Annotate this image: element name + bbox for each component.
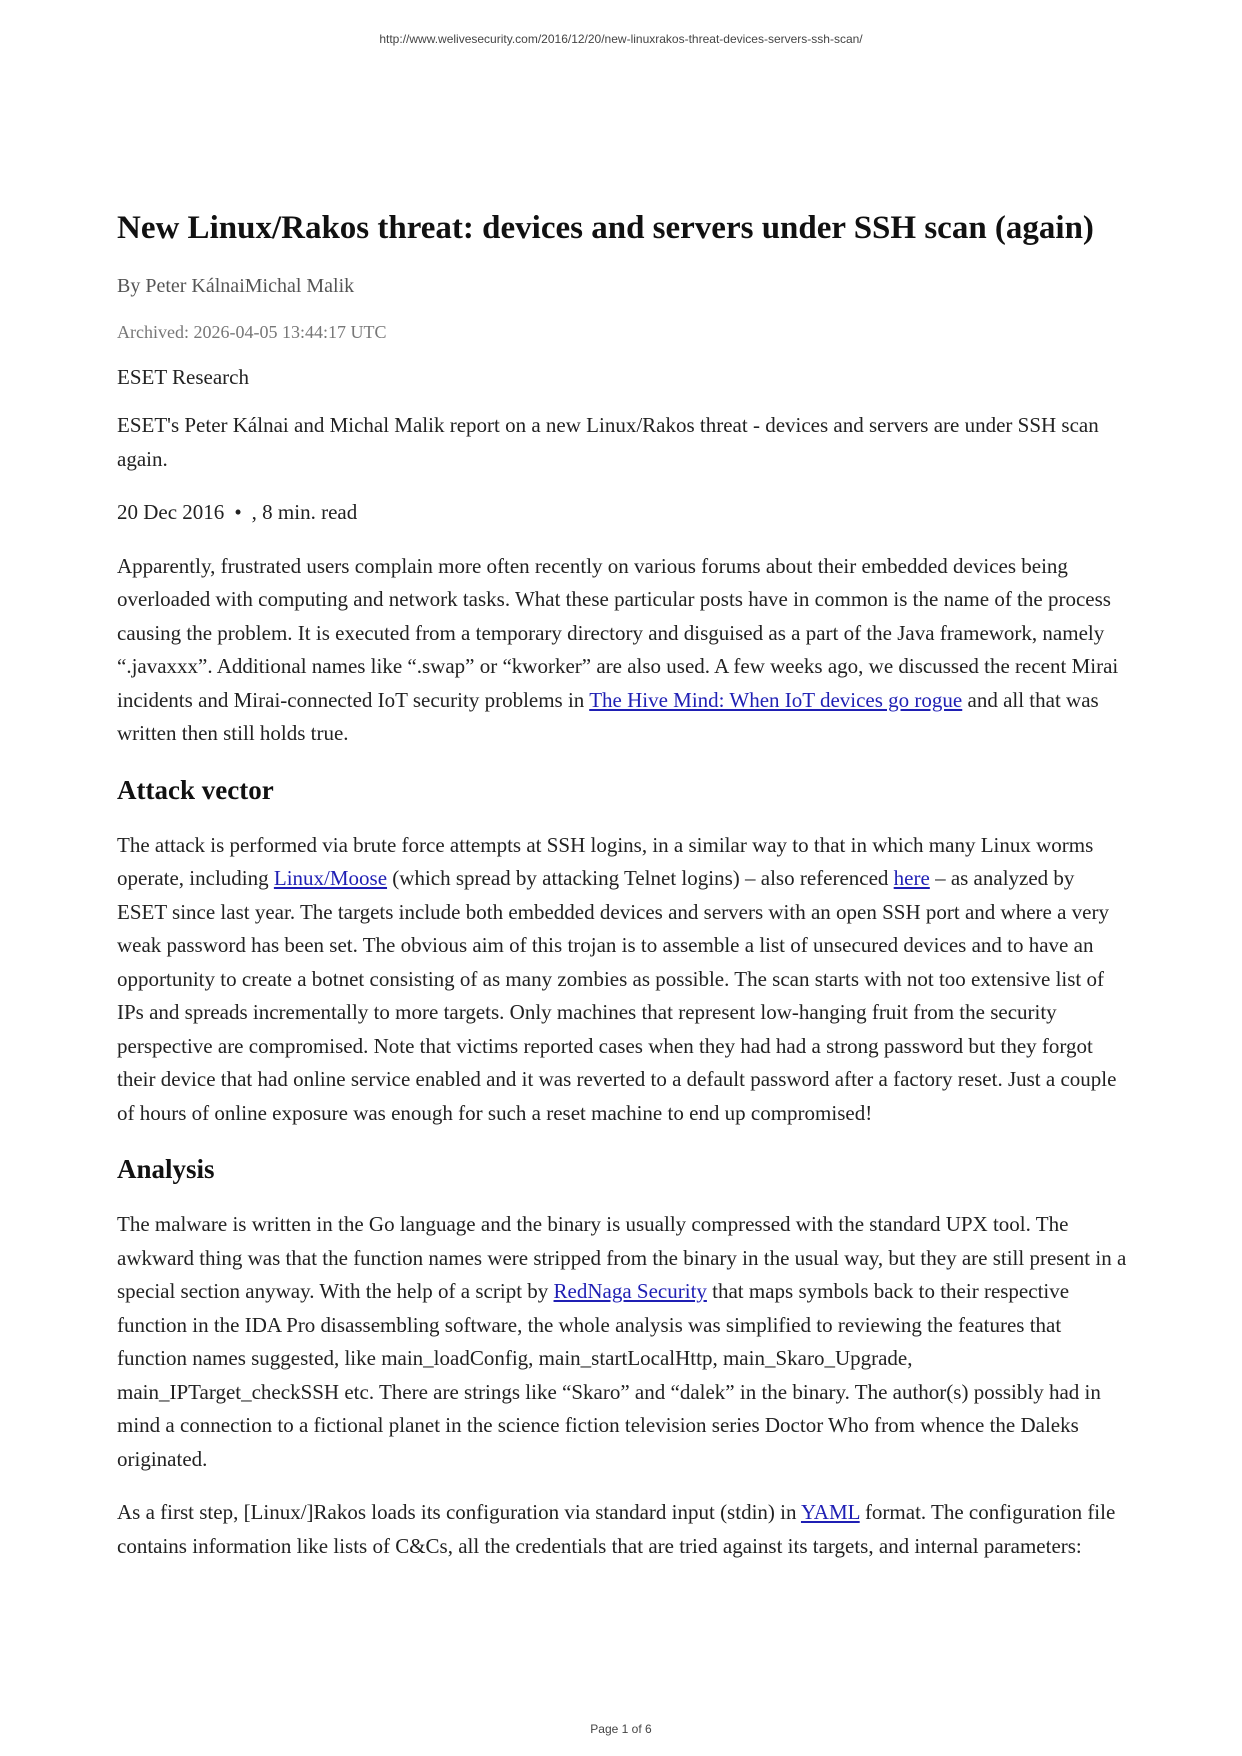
analysis-p1-text-1: The malware is written in the Go language and the binary is usually compressed with the standard UPX tool. The awkward thing was that the function names were stripped from the binary in the usual way, but they are still present in a special section anyway. With the help of a script by [117,1212,1127,1303]
intro-text-1: Apparently, frustrated users complain more often recently on various forums about their embedded devices being overloaded with computing and network tasks. What these particular posts have in common is the name of the process causing the problem. It is executed from a temporary directory and disguised as a part of the Java framework, namely “.javaxxx”. Additional names like “.swap” or “kworker” are also used. A few weeks ago, we discussed the recent Mirai incidents and Mirai-connected IoT security problems in [117,553,1119,712]
print-url-header: http://www.welivesecurity.com/2016/12/20/new-linuxrakos-threat-devices-servers-ssh-scan/ [379,32,863,46]
analysis-p2-text-1: As a first step, [Linux/]Rakos loads its configuration via standard input (stdin) in [117,1500,801,1524]
attack-text-3: – as analyzed by ESET since last year. The targets include both embedded devices and servers with an open SSH port and where a very weak password has been set. The obvious aim of this trojan is to assemble a list of unsecured devices and to have an opportunity to create a botnet consisting of as many zombies as possible. The scan starts with not too extensive list of IPs and spreads incrementally to more targets. Only machines that represent low-hanging fruit from the security perspective are compromised. Note that victims reported cases when they had had a strong password but they forgot their device that had online service enabled and it was reverted to a default password after a factory reset. Just a couple of hours of online exposure was enough for such a reset machine to end up compromised! [117,866,1117,1125]
intro-text-2: and all that was written then still holds true. [117,687,1099,745]
analysis-p1-text-2: that maps symbols back to their respective function in the IDA Pro disassembling software, the whole analysis was simplified to reviewing the features that function names suggested, like main_loadConfig, main_startLocalHttp, main_Skaro_Upgrade, main_IPTarget_checkSSH etc. There are strings like “Skaro” and “dalek” in the binary. The author(s) possibly had in mind a connection to a fictional planet in the science fiction television series Doctor Who from whence the Daleks originated. [117,1279,1101,1471]
heading-analysis: Analysis [117,1154,215,1184]
analysis-paragraph-1 [117,1208,1127,1476]
article-byline: By Peter KálnaiMichal Malik [117,275,355,297]
analysis-paragraph-2 [117,1496,1127,1563]
publish-date: 20 Dec 2016 [117,500,225,524]
hive-mind-link[interactable]: The Hive Mind: When IoT devices go rogue [589,687,963,712]
meta-separator: • [234,500,242,524]
article [117,206,1127,1583]
read-time: , 8 min. read [251,500,358,524]
intro-paragraph [117,550,1127,751]
article-title: New Linux/Rakos threat: devices and servers under SSH scan (again) [117,210,1094,246]
linux-moose-link[interactable]: Linux/Moose [273,866,388,890]
heading-attack-vector: Attack vector [117,774,274,805]
article-summary: ESET's Peter Kálnai and Michal Malik report on a new Linux/Rakos threat - devices and servers are under SSH scan again. [117,413,1099,471]
yaml-link[interactable]: YAML [800,1500,860,1524]
attack-text-2: (which spread by attacking Telnet logins) – also referenced [387,866,894,890]
analysis-p2-text-2: format. The configuration file contains information like lists of C&Cs, all the credentials that are tried against its targets, and internal parameters: [117,1500,1116,1558]
rednaga-security-link[interactable]: RedNaga Security [553,1279,707,1303]
attack-text-1: The attack is performed via brute force attempts at SSH logins, in a similar way to that in which many Linux worms operate, including [117,832,1094,890]
attack-vector-paragraph [117,829,1127,1131]
article-category: ESET Research [117,365,249,389]
article-meta [117,496,1127,530]
page-number-footer: Page 1 of 6 [590,1722,652,1736]
archived-timestamp: Archived: 2026-04-05 13:44:17 UTC [117,322,387,342]
here-link[interactable]: here [893,866,930,890]
